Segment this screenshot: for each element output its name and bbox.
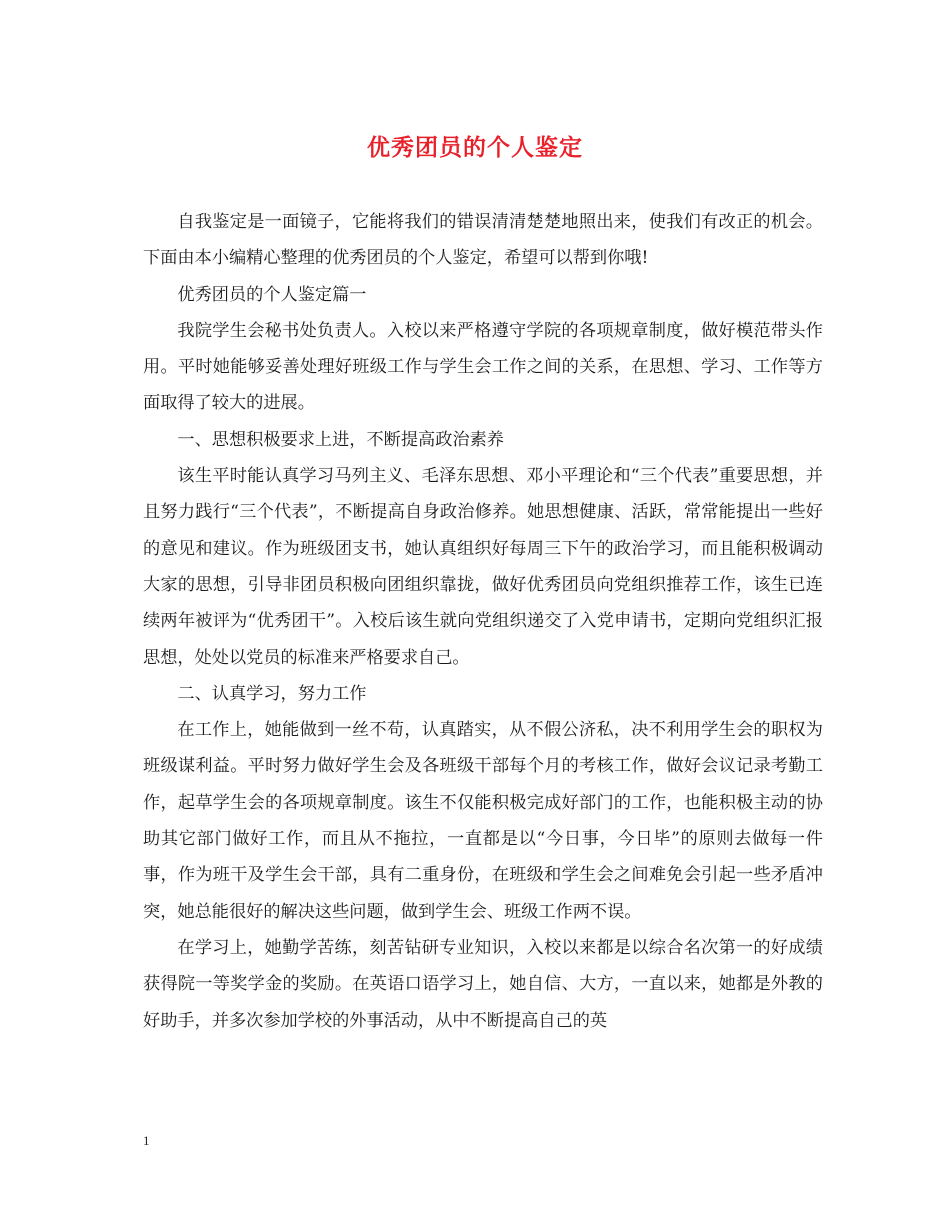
paragraph-thought: 该生平时能认真学习马列主义、毛泽东思想、邓小平理论和“三个代表”重要思想，并且努力践行“三个代表”，不断提高自身政治修养。她思想健康、活跃，常常能提出一些好的意见和建议。作为班级团支书，她认真组织好每周三下午的政治学习，而且能积极调动大家的思想，引导非团员积极向团组织靠拢，做好优秀团员向党组织推荐工作，该生已连续两年被评为“优秀团干”。入校后该生就向党组织递交了入党申请书，定期向党组织汇报思想，处处以党员的标准来严格要求自己。 [143,466,823,668]
document-body [143,204,823,1039]
document-title: 优秀团员的个人鉴定 [367,134,583,161]
paragraph-heading-thought: 一、思想积极要求上进，不断提高政治素养 [177,429,504,450]
paragraph-overview: 我院学生会秘书处负责人。入校以来严格遵守学院的各项规章制度，做好模范带头作用。平时她能够妥善处理好班级工作与学生会工作之间的关系，在思想、学习、工作等方面取得了较大的进展。 [143,320,823,414]
paragraph-intro: 自我鉴定是一面镜子，它能将我们的错误清清楚楚地照出来，使我们有改正的机会。下面由本小编精心整理的优秀团员的个人鉴定，希望可以帮到你哦! [143,212,823,269]
paragraph-study: 在学习上，她勤学苦练，刻苦钻研专业知识，入校以来都是以综合名次第一的好成绩获得院一等奖学金的奖励。在英语口语学习上，她自信、大方，一直以来，她都是外教的好助手，并多次参加学校的外事活动，从中不断提高自己的英 [143,937,823,1031]
page-number: 1 [143,1133,150,1148]
paragraph-work: 在工作上，她能做到一丝不苟，认真踏实，从不假公济私，决不利用学生会的职权为班级谋利益。平时努力做好学生会及各班级干部每个月的考核工作，做好会议记录考勤工作，起草学生会的各项规章制度。该生不仅能积极完成好部门的工作，也能积极主动的协助其它部门做好工作，而且从不拖拉，一直都是以“今日事，今日毕”的原则去做每一件事，作为班干及学生会干部，具有二重身份，在班级和学生会之间难免会引起一些矛盾冲突，她总能很好的解决这些问题，做到学生会、班级工作两不误。 [143,720,823,922]
paragraph-heading-study-work: 二、认真学习，努力工作 [177,683,367,704]
paragraph-section-heading: 优秀团员的个人鉴定篇一 [177,284,367,305]
